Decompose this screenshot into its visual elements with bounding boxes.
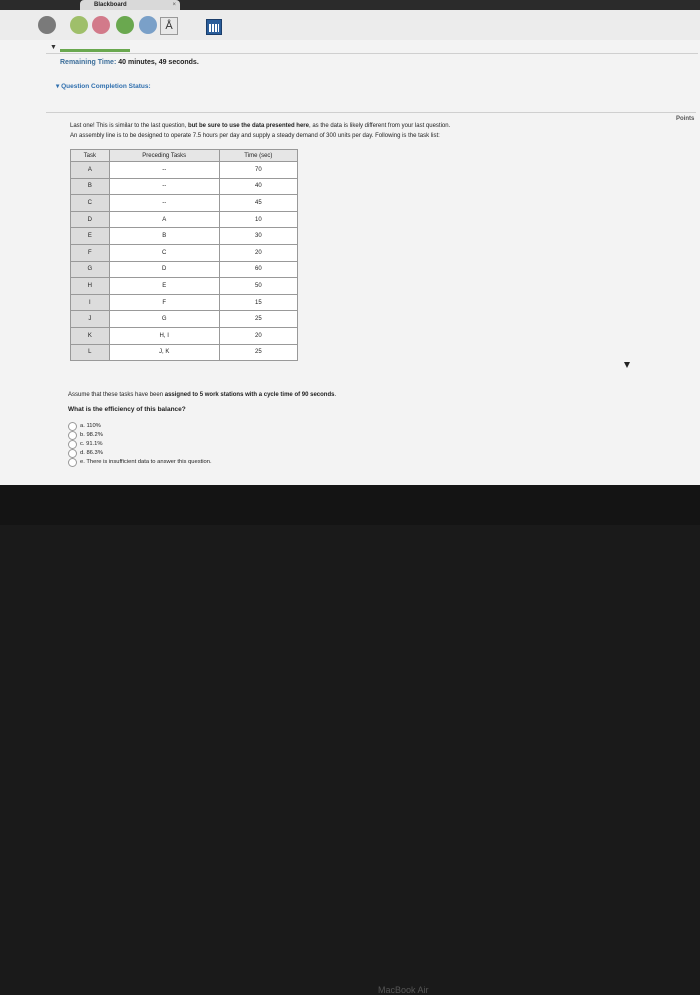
table-row	[71, 278, 298, 295]
table-row	[71, 344, 298, 361]
remaining-time	[60, 59, 199, 66]
accessibility-icon[interactable]: Å	[160, 17, 178, 35]
question-prompt: What is the efficiency of this balance?	[68, 406, 186, 413]
time-cell: 30	[219, 228, 297, 245]
option-label: d. 86.3%	[80, 450, 103, 456]
preceding-cell: B	[109, 228, 219, 245]
intro-text-end: , as the data is likely different from your last question.	[308, 123, 451, 129]
task-cell: D	[71, 211, 110, 228]
time-cell: 50	[219, 278, 297, 295]
tab-close-icon[interactable]: ×	[172, 2, 176, 8]
assume-text-end: .	[334, 392, 337, 398]
preceding-cell: A	[109, 211, 219, 228]
time-cell: 10	[219, 211, 297, 228]
header-time: Time (sec)	[219, 150, 297, 162]
laptop-bezel	[0, 485, 700, 995]
radio-button[interactable]	[68, 458, 77, 467]
intro-emphasis: but be sure to use the data presented here	[187, 123, 309, 129]
user-icon[interactable]	[139, 16, 157, 34]
refresh-icon[interactable]	[116, 16, 134, 34]
task-cell: B	[71, 178, 110, 195]
preceding-cell: J, K	[109, 344, 219, 361]
task-cell: C	[71, 195, 110, 212]
preceding-cell: F	[109, 294, 219, 311]
table-row	[71, 162, 298, 179]
task-cell: K	[71, 327, 110, 344]
header-task: Task	[71, 150, 110, 162]
table-row	[71, 211, 298, 228]
assumption-text	[68, 392, 336, 398]
preceding-cell: G	[109, 311, 219, 328]
assume-emphasis: assigned to 5 work stations with a cycle time of 90 seconds	[164, 392, 335, 398]
intro-text: Last one! This is similar to the last question,	[70, 123, 188, 129]
assume-text: Assume that these tasks have been	[68, 392, 165, 398]
table-row	[71, 311, 298, 328]
table-row	[71, 228, 298, 245]
question-intro	[70, 123, 450, 129]
task-cell: L	[71, 344, 110, 361]
preceding-cell: C	[109, 244, 219, 261]
task-cell: E	[71, 228, 110, 245]
option-label: e. There is insufficient data to answer this question.	[80, 459, 212, 465]
option-label: c. 91.1%	[80, 441, 103, 447]
time-cell: 25	[219, 344, 297, 361]
option-label: b. 98.2%	[80, 432, 103, 438]
preceding-cell: --	[109, 195, 219, 212]
radio-button[interactable]	[68, 440, 77, 449]
expand-triangle-icon: ▾	[56, 83, 60, 90]
header-preceding: Preceding Tasks	[109, 150, 219, 162]
table-row	[71, 244, 298, 261]
task-cell: G	[71, 261, 110, 278]
mouse-cursor-icon	[624, 362, 630, 368]
task-cell: I	[71, 294, 110, 311]
time-cell: 20	[219, 244, 297, 261]
preceding-cell: --	[109, 178, 219, 195]
progress-accent-bar	[60, 49, 130, 52]
question-completion-label: Question Completion Status:	[61, 83, 151, 90]
task-cell: J	[71, 311, 110, 328]
back-icon[interactable]	[38, 16, 56, 34]
time-cell: 40	[219, 178, 297, 195]
task-cell: A	[71, 162, 110, 179]
device-brand: MacBook Air	[378, 985, 429, 995]
task-cell: F	[71, 244, 110, 261]
home-icon[interactable]	[70, 16, 88, 34]
time-cell: 60	[219, 261, 297, 278]
preceding-cell: D	[109, 261, 219, 278]
radio-button[interactable]	[68, 422, 77, 431]
radio-button[interactable]	[68, 431, 77, 440]
task-cell: H	[71, 278, 110, 295]
remaining-time-value: 40 minutes, 49 seconds.	[118, 59, 199, 66]
table-row	[71, 294, 298, 311]
header-divider	[46, 53, 698, 54]
calculator-icon[interactable]	[206, 19, 222, 35]
time-cell: 45	[219, 195, 297, 212]
time-cell: 20	[219, 327, 297, 344]
table-row	[71, 327, 298, 344]
section-divider	[46, 112, 696, 113]
table-row	[71, 261, 298, 278]
option-label: a. 110%	[80, 423, 101, 429]
question-completion-status[interactable]	[56, 82, 151, 90]
preceding-cell: E	[109, 278, 219, 295]
remaining-time-label: Remaining Time:	[60, 59, 117, 66]
radio-button[interactable]	[68, 449, 77, 458]
time-cell: 15	[219, 294, 297, 311]
collapse-icon[interactable]: ▼	[50, 44, 57, 51]
browser-tab-bar	[0, 0, 700, 10]
browser-tab[interactable]	[80, 0, 180, 10]
preceding-cell: H, I	[109, 327, 219, 344]
points-label: Points	[676, 116, 695, 122]
question-setup: An assembly line is to be designed to operate 7.5 hours per day and supply a steady demand of 300 units per day. Following is the task list:	[70, 133, 440, 139]
time-cell: 70	[219, 162, 297, 179]
stop-icon[interactable]	[92, 16, 110, 34]
time-cell: 25	[219, 311, 297, 328]
table-row	[71, 195, 298, 212]
browser-toolbar	[0, 10, 700, 41]
tab-title: Blackboard	[94, 2, 127, 8]
preceding-cell: --	[109, 162, 219, 179]
task-table	[70, 149, 298, 361]
table-row	[71, 178, 298, 195]
